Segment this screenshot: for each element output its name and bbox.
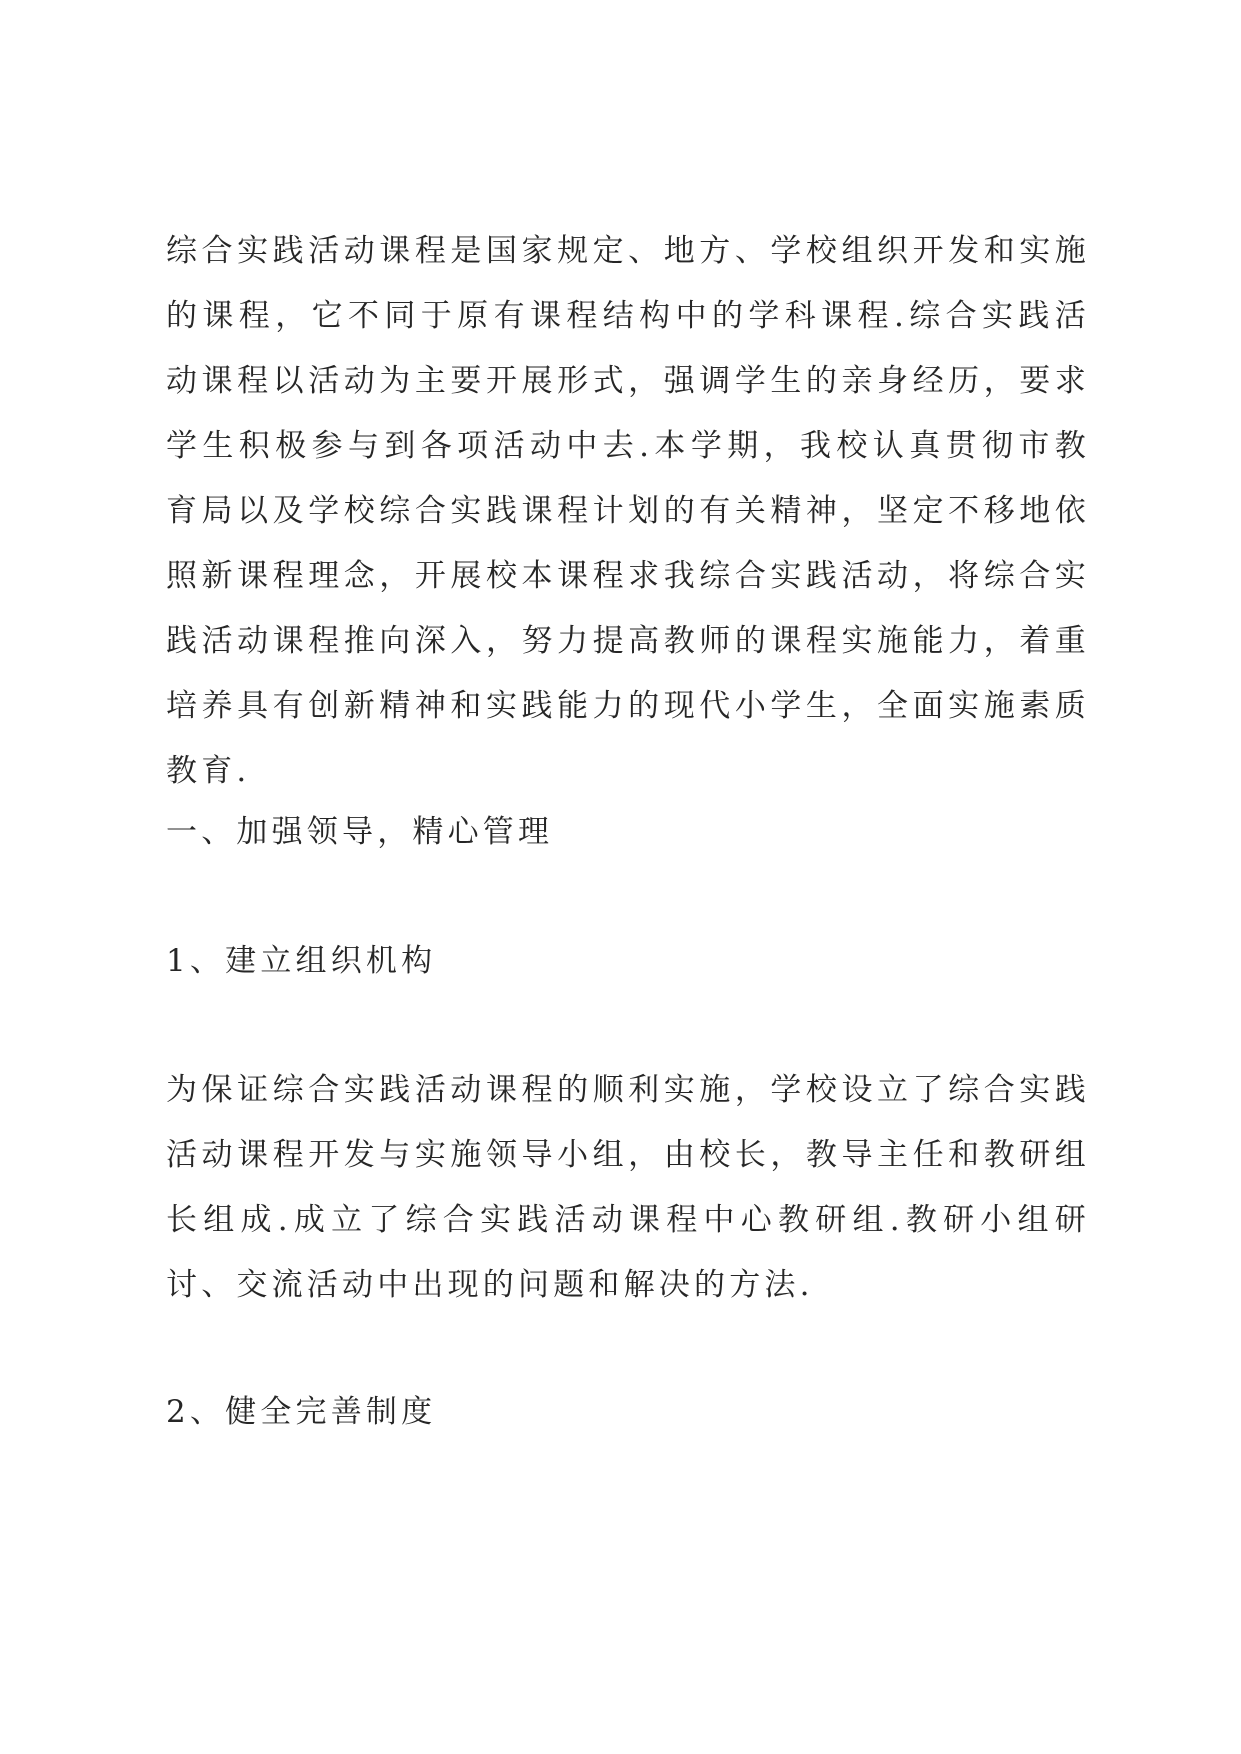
section-heading-1: 一、加强领导，精心管理: [166, 814, 554, 850]
subsection-paragraph-1: 为保证综合实践活动课程的顺利实施，学校设立了综合实践活动课程开发与实施领导小组，由校长，教导主任和教研组长组成.成立了综合实践活动课程中心教研组.教研小组研讨、交流活动中出现的问题和解决的方法.: [166, 1072, 1090, 1303]
subsection-heading-1: 1、建立组织机构: [166, 943, 437, 979]
subsection-heading-2: 2、健全完善制度: [166, 1394, 437, 1430]
intro-paragraph: 综合实践活动课程是国家规定、地方、学校组织开发和实施的课程，它不同于原有课程结构中的学科课程.综合实践活动课程以活动为主要开展形式，强调学生的亲身经历，要求学生积极参与到各项活动中去.本学期，我校认真贯彻市教育局以及学校综合实践课程计划的有关精神，坚定不移地依照新课程理念，开展校本课程求我综合实践活动，将综合实践活动课程推向深入，努力提高教师的课程实施能力，着重培养具有创新精神和实践能力的现代小学生，全面实施素质教育.: [166, 233, 1090, 789]
